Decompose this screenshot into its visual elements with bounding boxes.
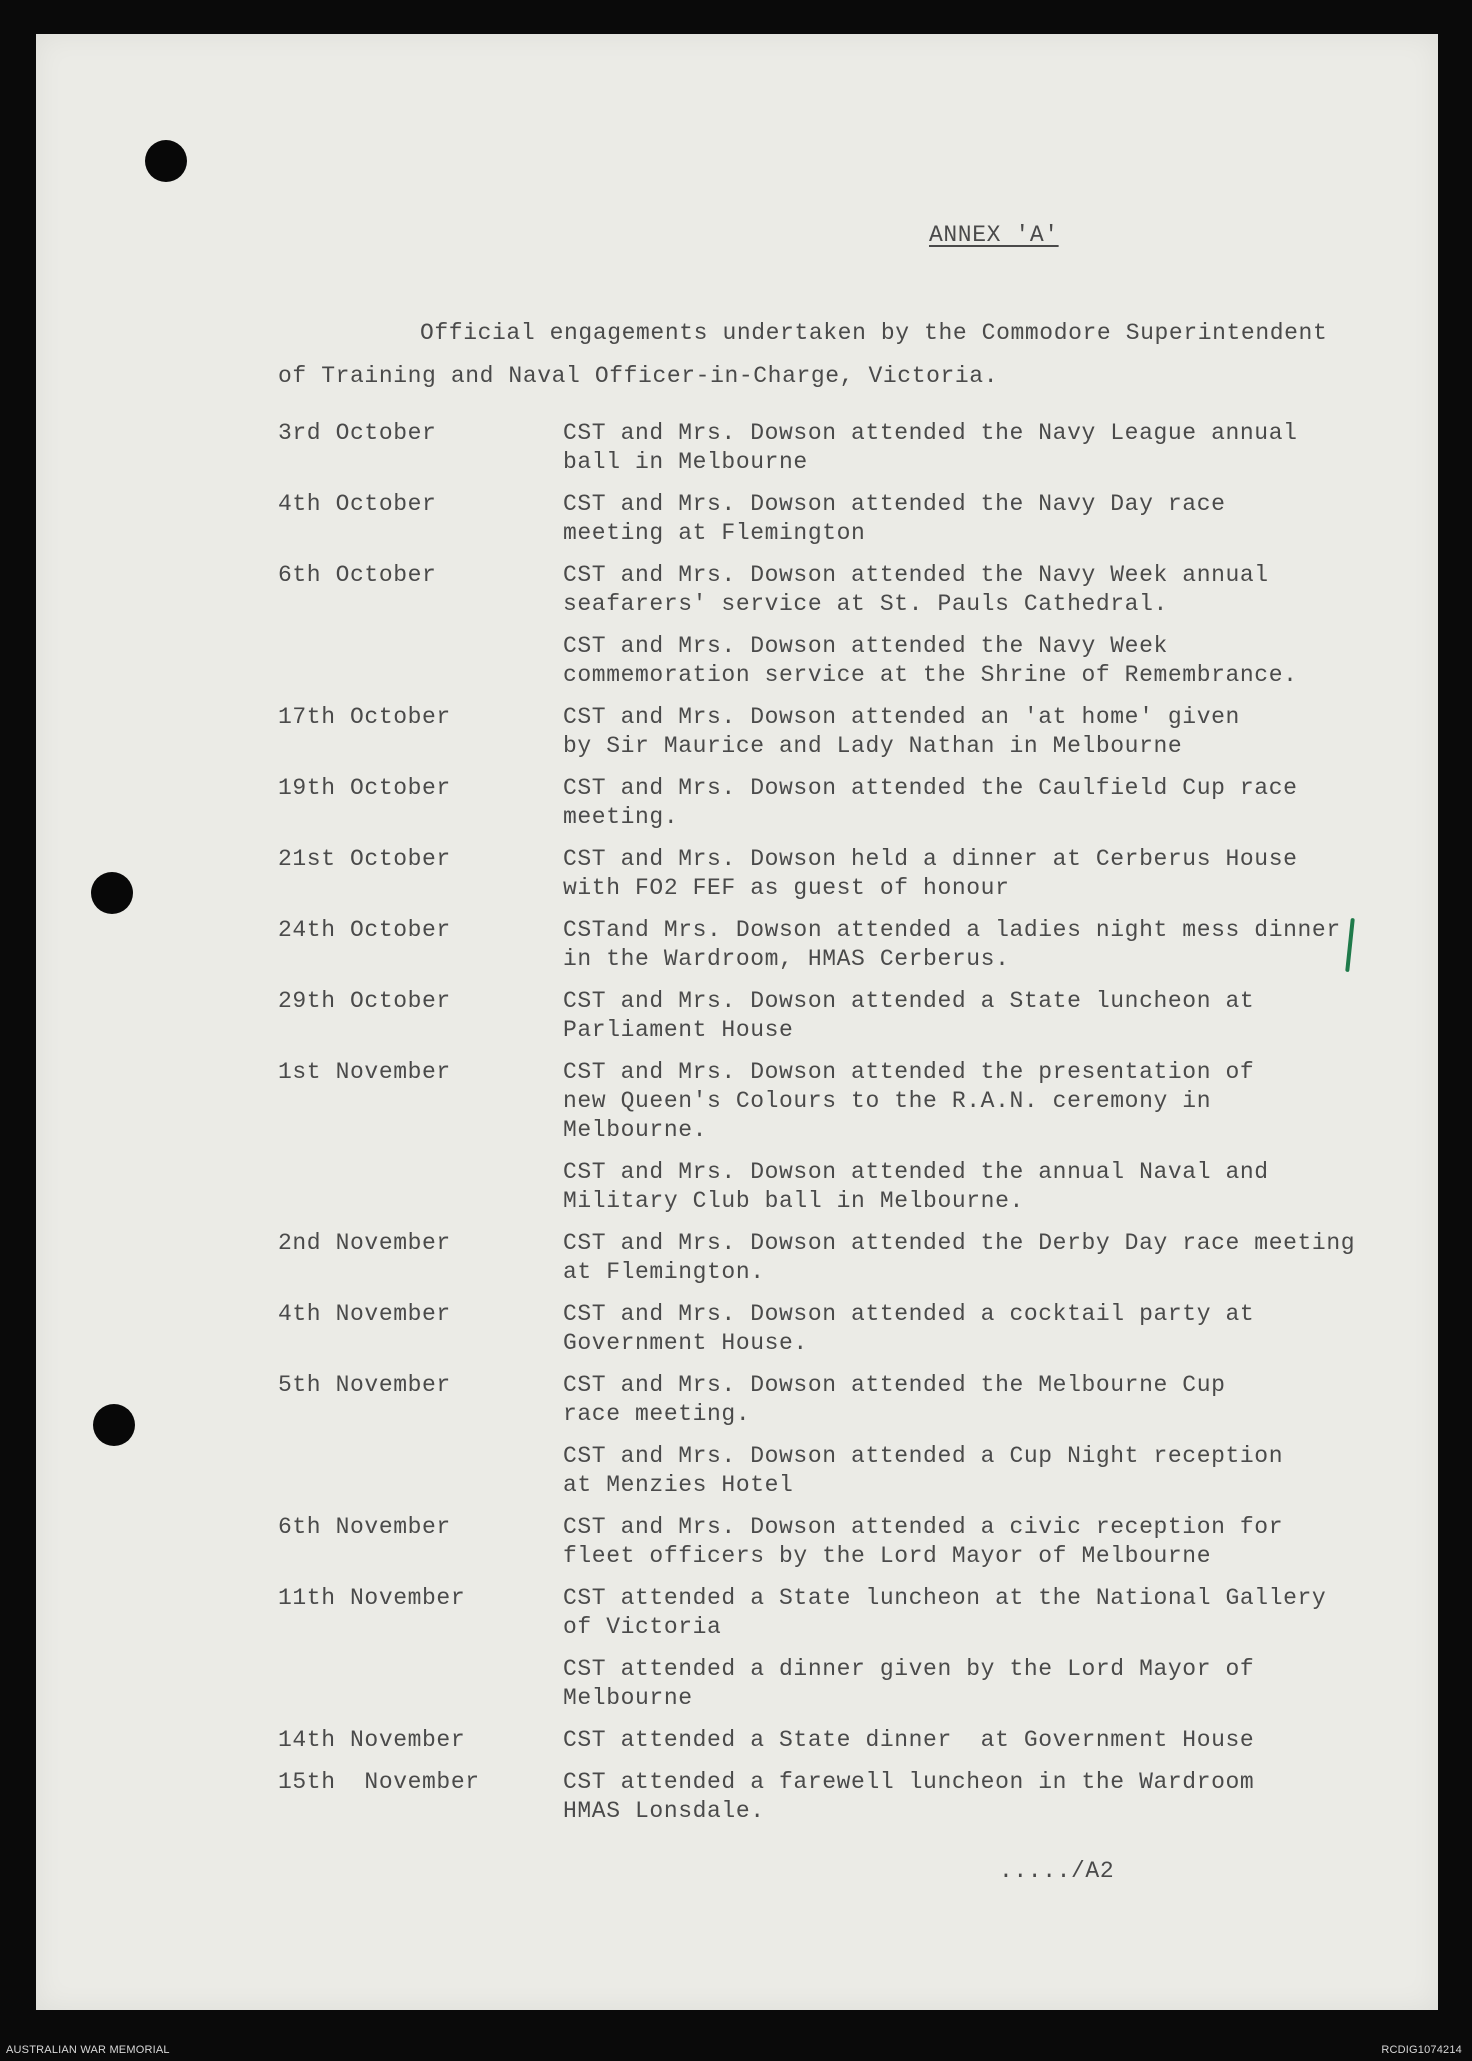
engagement-entry [278,774,1368,832]
entry-description [563,774,1363,832]
entry-line: CST and Mrs. Dowson attended an 'at home' given [563,704,1240,730]
entry-line: CST and Mrs. Dowson held a dinner at Cerberus House [563,846,1298,872]
entry-line: CST attended a State luncheon at the National Gallery [563,1585,1327,1611]
engagement-entry [278,1768,1368,1826]
entry-line: meeting. [563,804,679,830]
entry-line: ball in Melbourne [563,449,808,475]
footer-source: AUSTRALIAN WAR MEMORIAL [6,2044,170,2056]
entry-description [563,1229,1363,1287]
engagement-entry [278,1371,1368,1429]
entry-date [278,1442,563,1500]
continuation-marker: ...../A2 [999,1858,1115,1884]
entry-line: new Queen's Colours to the R.A.N. ceremony in [563,1088,1212,1114]
engagement-entry [278,987,1368,1045]
entry-line: CST attended a farewell luncheon in the Wardroom [563,1769,1255,1795]
entry-date: 21st October [278,846,451,872]
entry-date: 29th October [278,988,451,1014]
engagement-entry [278,490,1368,548]
entry-date: 11th November [278,1585,466,1611]
footer-record-id: RCDIG1074214 [1381,2044,1462,2056]
entry-line: CST and Mrs. Dowson attended the Navy Week [563,633,1168,659]
entry-line: CST and Mrs. Dowson attended a Cup Night reception [563,1443,1284,1469]
entry-date: 3rd October [278,420,437,446]
entry-line: CST and Mrs. Dowson attended the presentation of [563,1059,1255,1085]
entry-line: Melbourne. [563,1117,708,1143]
engagement-entry [278,1300,1368,1358]
entry-date [278,632,563,690]
entry-line: commemoration service at the Shrine of Remembrance. [563,662,1298,688]
entry-line: CST attended a State dinner at Government House [563,1727,1255,1753]
entry-line: CST and Mrs. Dowson attended the Navy Week annual [563,562,1269,588]
entry-date: 14th November [278,1727,466,1753]
entry-description [563,987,1363,1045]
engagement-list [278,419,1368,1839]
entry-description [563,490,1363,548]
entry-line: CST and Mrs. Dowson attended the Caulfield Cup race [563,775,1298,801]
entry-description [563,1726,1363,1755]
entry-line: at Menzies Hotel [563,1472,794,1498]
entry-date: 6th October [278,562,437,588]
intro-line-1: Official engagements undertaken by the Commodore Superintendent [420,320,1328,346]
entry-line: CST and Mrs. Dowson attended the Melbourne Cup [563,1372,1226,1398]
entry-description [563,1371,1363,1429]
entry-line: race meeting. [563,1401,751,1427]
entry-date [278,1158,563,1216]
engagement-entry [278,1158,1368,1216]
entry-line: fleet officers by the Lord Mayor of Melbourne [563,1543,1212,1569]
entry-line: at Flemington. [563,1259,765,1285]
entry-date: 4th November [278,1301,451,1327]
entry-line: CST and Mrs. Dowson attended the Derby Day race meeting [563,1230,1356,1256]
entry-description [563,1158,1363,1216]
engagement-entry [278,1442,1368,1500]
engagement-entry [278,1655,1368,1713]
engagement-entry [278,419,1368,477]
entry-line: CST and Mrs. Dowson attended a State luncheon at [563,988,1255,1014]
engagement-entry [278,561,1368,619]
entry-description [563,1655,1363,1713]
entry-date: 6th November [278,1514,451,1540]
engagement-entry [278,1058,1368,1145]
entry-description [563,632,1363,690]
entry-date: 24th October [278,917,451,943]
entry-line: of Victoria [563,1614,722,1640]
engagement-entry [278,632,1368,690]
entry-line: with FO2 FEF as guest of honour [563,875,1010,901]
entry-description [563,1058,1363,1145]
punch-hole [93,1404,135,1446]
entry-description [563,1300,1363,1358]
entry-date: 2nd November [278,1230,451,1256]
punch-hole [145,140,187,182]
entry-line: seafarers' service at St. Pauls Cathedral. [563,591,1168,617]
entry-line: CST attended a dinner given by the Lord Mayor of [563,1656,1255,1682]
engagement-entry [278,1726,1368,1755]
entry-line: by Sir Maurice and Lady Nathan in Melbourne [563,733,1183,759]
entry-line: CST and Mrs. Dowson attended the annual Naval and [563,1159,1269,1185]
engagement-entry [278,1229,1368,1287]
entry-line: CST and Mrs. Dowson attended a cocktail party at [563,1301,1255,1327]
entry-line: HMAS Lonsdale. [563,1798,765,1824]
entry-date: 19th October [278,775,451,801]
entry-line: Melbourne [563,1685,693,1711]
entry-line: Government House. [563,1330,808,1356]
engagement-entry [278,703,1368,761]
entry-date: 5th November [278,1372,451,1398]
entry-line: CST and Mrs. Dowson attended the Navy League annual [563,420,1298,446]
engagement-entry [278,1513,1368,1571]
entry-line: Military Club ball in Melbourne. [563,1188,1024,1214]
entry-date: 4th October [278,491,437,517]
entry-line: in the Wardroom, HMAS Cerberus. [563,946,1010,972]
entry-description [563,419,1363,477]
engagement-entry [278,1584,1368,1642]
entry-line: CST and Mrs. Dowson attended the Navy Day race [563,491,1226,517]
entry-date: 1st November [278,1059,451,1085]
entry-line: Parliament House [563,1017,794,1043]
entry-description [563,1442,1363,1500]
engagement-entry [278,916,1368,974]
engagement-entry [278,845,1368,903]
entry-line: CSTand Mrs. Dowson attended a ladies night mess dinner [563,917,1341,943]
intro-line-2: of Training and Naval Officer-in-Charge, Victoria. [278,363,999,389]
entry-description [563,916,1363,974]
entry-description [563,845,1363,903]
entry-date: 15th November [278,1769,480,1795]
entry-description [563,1584,1363,1642]
entry-date [278,1655,563,1713]
entry-description [563,1513,1363,1571]
entry-description [563,1768,1363,1826]
entry-date: 17th October [278,704,451,730]
entry-description [563,561,1363,619]
entry-description [563,703,1363,761]
punch-hole [91,872,133,914]
annex-heading: ANNEX 'A' [929,222,1059,248]
entry-line: CST and Mrs. Dowson attended a civic reception for [563,1514,1284,1540]
document-page [36,34,1438,2010]
entry-line: meeting at Flemington [563,520,866,546]
